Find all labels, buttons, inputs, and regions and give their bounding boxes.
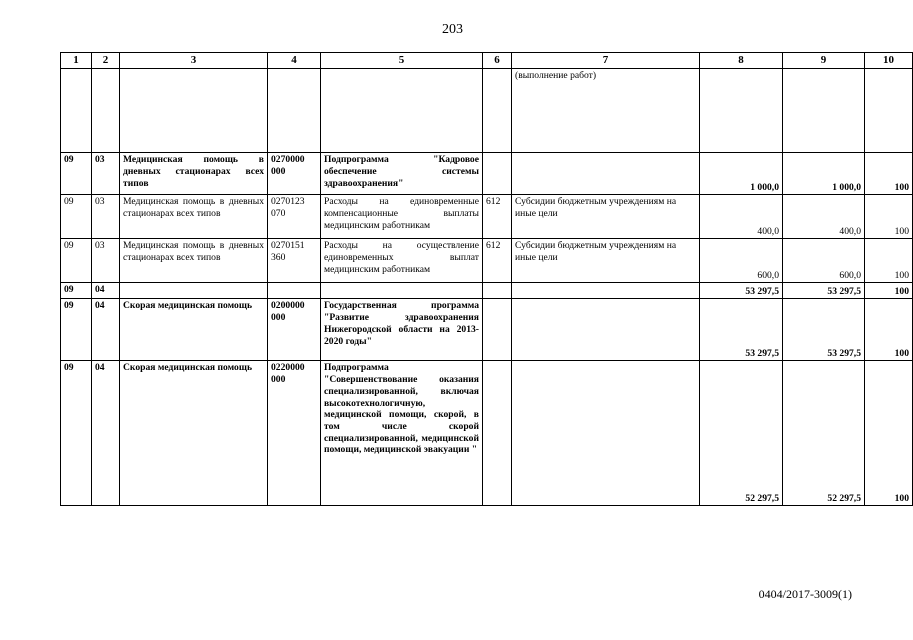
document-number: 0404/2017-3009(1) xyxy=(758,587,852,601)
table-row xyxy=(61,69,913,153)
target-name-cell xyxy=(321,283,483,299)
subsection-cell xyxy=(92,69,120,153)
amount-cell: 600,0 xyxy=(700,239,783,283)
section-cell: 09 xyxy=(61,153,92,195)
target-name-cell: Подпрограмма "Совершенствование оказания специализированной, включая высокотехнологичную, медицинской помощи, скорой, в том числе скорой специализированной, медицинской помощи, медицинской эвакуации " xyxy=(321,361,483,506)
section-name-cell: Медицинская помощь в дневных стационарах всех типов xyxy=(120,239,268,283)
expense-name-cell xyxy=(512,153,700,195)
amount-cell: 600,0 xyxy=(783,239,865,283)
table-row xyxy=(61,361,913,506)
subsection-cell: 04 xyxy=(92,299,120,361)
target-code-cell: 0200000 000 xyxy=(268,299,321,361)
table-row xyxy=(61,153,913,195)
subsection-cell: 04 xyxy=(92,361,120,506)
percent-cell: 100 xyxy=(865,153,913,195)
subsection-cell: 03 xyxy=(92,195,120,239)
amount-cell: 1 000,0 xyxy=(700,153,783,195)
table-row xyxy=(61,283,913,299)
percent-cell: 100 xyxy=(865,239,913,283)
section-cell: 09 xyxy=(61,299,92,361)
percent-cell: 100 xyxy=(865,361,913,506)
target-code-cell: 0220000 000 xyxy=(268,361,321,506)
column-header: 5 xyxy=(321,53,483,69)
section-name-cell: Скорая медицинская помощь xyxy=(120,361,268,506)
column-header: 8 xyxy=(700,53,783,69)
budget-table xyxy=(60,52,913,506)
target-name-cell: Расходы на единовременные компенсационные выплаты медицинским работникам xyxy=(321,195,483,239)
amount-cell: 53 297,5 xyxy=(700,283,783,299)
section-cell: 09 xyxy=(61,239,92,283)
table-row xyxy=(61,195,913,239)
column-header: 10 xyxy=(865,53,913,69)
target-code-cell: 0270000 000 xyxy=(268,153,321,195)
amount-cell: 53 297,5 xyxy=(700,299,783,361)
amount-cell xyxy=(700,69,783,153)
target-code-cell xyxy=(268,283,321,299)
target-name-cell: Государственная программа "Развитие здравоохранения Нижегородской области на 2013-2020 годы" xyxy=(321,299,483,361)
percent-cell: 100 xyxy=(865,195,913,239)
column-header: 3 xyxy=(120,53,268,69)
expense-name-cell xyxy=(512,299,700,361)
amount-cell: 400,0 xyxy=(700,195,783,239)
expense-type-cell xyxy=(483,69,512,153)
percent-cell xyxy=(865,69,913,153)
percent-cell: 100 xyxy=(865,283,913,299)
section-name-cell xyxy=(120,69,268,153)
expense-name-cell: Субсидии бюджетным учреждениям на иные цели xyxy=(512,195,700,239)
amount-cell: 400,0 xyxy=(783,195,865,239)
table-header-row xyxy=(61,53,913,69)
subsection-cell: 03 xyxy=(92,153,120,195)
expense-name-cell: Субсидии бюджетным учреждениям на иные цели xyxy=(512,239,700,283)
amount-cell: 1 000,0 xyxy=(783,153,865,195)
column-header: 2 xyxy=(92,53,120,69)
expense-type-cell xyxy=(483,283,512,299)
amount-cell: 52 297,5 xyxy=(700,361,783,506)
column-header: 9 xyxy=(783,53,865,69)
section-name-cell: Медицинская помощь в дневных стационарах всех типов xyxy=(120,195,268,239)
section-cell xyxy=(61,69,92,153)
expense-type-cell xyxy=(483,361,512,506)
subsection-cell: 03 xyxy=(92,239,120,283)
expense-name-cell: (выполнение работ) xyxy=(512,69,700,153)
expense-type-cell xyxy=(483,299,512,361)
section-name-cell: Медицинская помощь в дневных стационарах всех типов xyxy=(120,153,268,195)
table-row xyxy=(61,299,913,361)
column-header: 1 xyxy=(61,53,92,69)
section-name-cell xyxy=(120,283,268,299)
expense-type-cell xyxy=(483,153,512,195)
target-name-cell: Расходы на осуществление единовременных выплат медицинским работникам xyxy=(321,239,483,283)
column-header: 6 xyxy=(483,53,512,69)
page-number: 203 xyxy=(442,22,463,37)
amount-cell xyxy=(783,69,865,153)
amount-cell: 53 297,5 xyxy=(783,299,865,361)
target-name-cell xyxy=(321,69,483,153)
target-code-cell: 0270151 360 xyxy=(268,239,321,283)
section-cell: 09 xyxy=(61,195,92,239)
expense-type-cell: 612 xyxy=(483,239,512,283)
amount-cell: 53 297,5 xyxy=(783,283,865,299)
column-header: 7 xyxy=(512,53,700,69)
expense-name-cell xyxy=(512,283,700,299)
target-code-cell xyxy=(268,69,321,153)
expense-name-cell xyxy=(512,361,700,506)
section-cell: 09 xyxy=(61,361,92,506)
subsection-cell: 04 xyxy=(92,283,120,299)
expense-type-cell: 612 xyxy=(483,195,512,239)
section-name-cell: Скорая медицинская помощь xyxy=(120,299,268,361)
column-header: 4 xyxy=(268,53,321,69)
target-name-cell: Подпрограмма "Кадровое обеспечение системы здравоохранения" xyxy=(321,153,483,195)
section-cell: 09 xyxy=(61,283,92,299)
amount-cell: 52 297,5 xyxy=(783,361,865,506)
table-row xyxy=(61,239,913,283)
target-code-cell: 0270123 070 xyxy=(268,195,321,239)
percent-cell: 100 xyxy=(865,299,913,361)
